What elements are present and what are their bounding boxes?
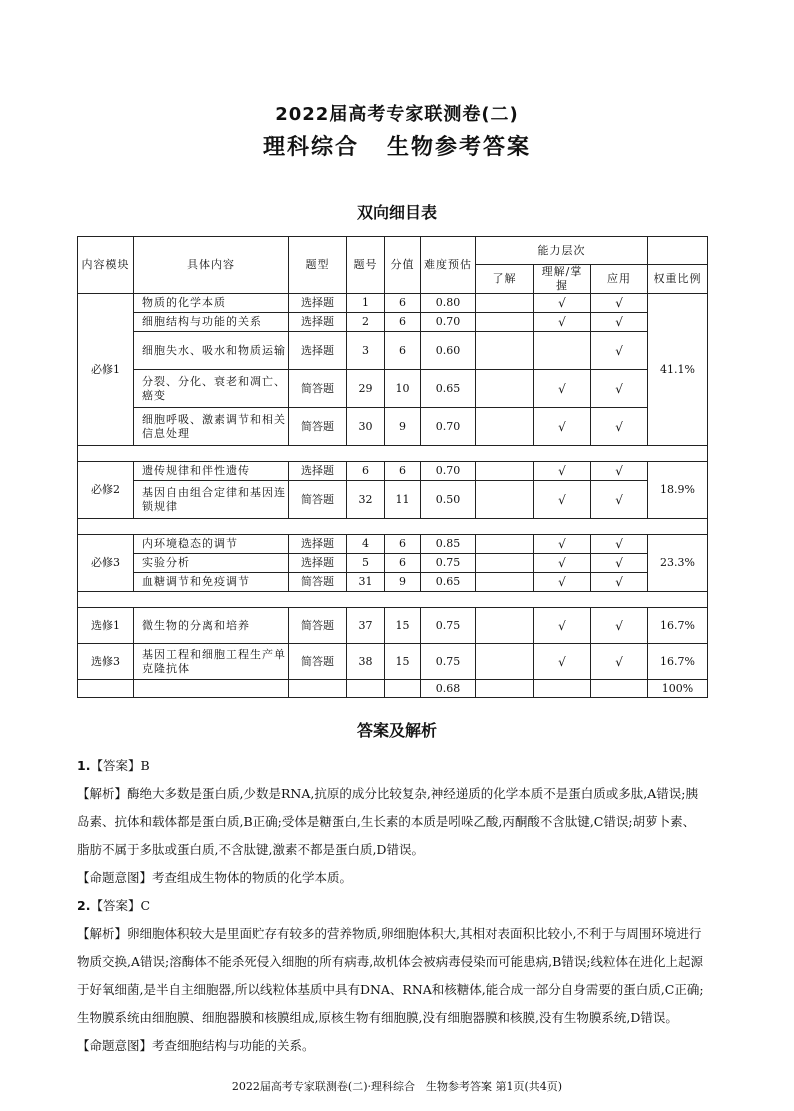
type-cell: 选择题: [289, 535, 347, 554]
check-mark: √: [534, 408, 591, 446]
num-cell: 1: [347, 294, 385, 313]
difficulty-cell: 0.75: [421, 554, 476, 573]
num-cell: 32: [347, 481, 385, 519]
module-cell: 选修1: [78, 608, 134, 644]
empty-check-cell: [476, 332, 534, 370]
check-mark: √: [591, 535, 648, 554]
spacer-cell: [78, 446, 708, 462]
content-cell: 细胞呼吸、激素调节和相关信息处理: [134, 408, 289, 446]
type-cell: 简答题: [289, 408, 347, 446]
table-spacer-row: [78, 592, 708, 608]
difficulty-cell: 0.60: [421, 332, 476, 370]
empty-check-cell: [476, 644, 534, 680]
content-cell: 血糖调节和免疫调节: [134, 573, 289, 592]
total-empty-cell: [78, 680, 134, 698]
check-mark: √: [534, 573, 591, 592]
answer-key: 【答案】C: [90, 898, 151, 913]
check-mark: √: [591, 332, 648, 370]
difficulty-cell: 0.85: [421, 535, 476, 554]
check-mark: √: [591, 313, 648, 332]
check-mark: √: [534, 535, 591, 554]
table-header-row: [78, 237, 708, 265]
difficulty-cell: 0.75: [421, 644, 476, 680]
difficulty-cell: 0.50: [421, 481, 476, 519]
content-cell: 物质的化学本质: [134, 294, 289, 313]
table-row: [78, 644, 708, 680]
type-cell: 简答题: [289, 481, 347, 519]
answers-title: 答案及解析: [356, 721, 437, 740]
header-num: 题号: [347, 237, 385, 294]
table-title: 双向细目表: [356, 203, 437, 222]
empty-check-cell: [476, 462, 534, 481]
total-empty-cell: [347, 680, 385, 698]
num-cell: 31: [347, 573, 385, 592]
weight-cell: 16.7%: [648, 608, 708, 644]
empty-check-cell: [476, 370, 534, 408]
num-cell: 30: [347, 408, 385, 446]
check-mark: √: [534, 313, 591, 332]
table-row: [78, 462, 708, 481]
content-cell: 基因自由组合定律和基因连锁规律: [134, 481, 289, 519]
answer-key: 【答案】B: [90, 758, 150, 773]
num-cell: 29: [347, 370, 385, 408]
score-cell: 9: [385, 408, 421, 446]
type-cell: 简答题: [289, 573, 347, 592]
content-cell: 遗传规律和伴性遗传: [134, 462, 289, 481]
score-cell: 15: [385, 644, 421, 680]
score-cell: 6: [385, 462, 421, 481]
check-mark: √: [591, 608, 648, 644]
spacer-cell: [78, 592, 708, 608]
type-cell: 简答题: [289, 608, 347, 644]
content-cell: 微生物的分离和培养: [134, 608, 289, 644]
weight-cell: 18.9%: [648, 462, 708, 519]
type-cell: 选择题: [289, 554, 347, 573]
check-mark: √: [591, 408, 648, 446]
score-cell: 6: [385, 294, 421, 313]
check-mark: √: [591, 370, 648, 408]
total-empty-cell: [385, 680, 421, 698]
table-row: [78, 332, 708, 370]
table-row: [78, 313, 708, 332]
spec-table: [77, 236, 708, 698]
check-mark: √: [534, 554, 591, 573]
type-cell: 简答题: [289, 370, 347, 408]
empty-check-cell: [476, 294, 534, 313]
module-cell: 必修3: [78, 535, 134, 592]
total-empty-cell: [476, 680, 534, 698]
table-row: [78, 608, 708, 644]
empty-check-cell: [476, 554, 534, 573]
table-row: [78, 408, 708, 446]
check-mark: √: [591, 462, 648, 481]
difficulty-cell: 0.80: [421, 294, 476, 313]
score-cell: 9: [385, 573, 421, 592]
difficulty-cell: 0.70: [421, 462, 476, 481]
empty-check-cell: [534, 332, 591, 370]
check-mark: √: [534, 370, 591, 408]
table-row: [78, 554, 708, 573]
header-understand: 理解/掌握: [534, 265, 591, 294]
num-cell: 5: [347, 554, 385, 573]
subject-title-main: 理科综合: [262, 135, 359, 160]
difficulty-cell: 0.65: [421, 370, 476, 408]
module-cell: 必修2: [78, 462, 134, 519]
answer-line: [77, 752, 707, 780]
question-number: 1.: [77, 758, 91, 773]
header-score: 分值: [385, 237, 421, 294]
score-cell: 10: [385, 370, 421, 408]
subject-title-sub: 生物参考答案: [387, 135, 532, 160]
table-row: [78, 573, 708, 592]
num-cell: 2: [347, 313, 385, 332]
score-cell: 6: [385, 332, 421, 370]
check-mark: √: [534, 481, 591, 519]
header-type: 题型: [289, 237, 347, 294]
type-cell: 选择题: [289, 462, 347, 481]
intent-text: 【命题意图】考查细胞结构与功能的关系。: [77, 1038, 315, 1053]
spacer-cell: [78, 519, 708, 535]
intent-text: 【命题意图】考查组成生物体的物质的化学本质。: [77, 870, 353, 885]
weight-cell: 41.1%: [648, 294, 708, 446]
difficulty-cell: 0.65: [421, 573, 476, 592]
header-content: 具体内容: [134, 237, 289, 294]
content-cell: 细胞失水、吸水和物质运输: [134, 332, 289, 370]
empty-check-cell: [476, 481, 534, 519]
score-cell: 6: [385, 554, 421, 573]
table-total-row: [78, 680, 708, 698]
check-mark: √: [591, 294, 648, 313]
exam-title: 2022届高考专家联测卷(二): [275, 104, 519, 125]
check-mark: √: [534, 294, 591, 313]
table-spacer-row: [78, 446, 708, 462]
difficulty-cell: 0.70: [421, 408, 476, 446]
module-cell: 选修3: [78, 644, 134, 680]
score-cell: 11: [385, 481, 421, 519]
total-empty-cell: [289, 680, 347, 698]
analysis-text: 【解析】卵细胞体积较大是里面贮存有较多的营养物质,卵细胞体积大,其相对表面积比较小,不利于与周围环境进行物质交换,A错误;溶酶体不能杀死侵入细胞的所有病毒,故机体会被病毒侵染而可能患病,B错误;线粒体在进化上起源于好氧细菌,是半自主细胞器,所以线粒体基质中具有DNA、RNA和核糖体,能合成一部分自身需要的蛋白质,C正确;生物膜系统由细胞膜、细胞器膜和核膜组成,原核生物有细胞膜,没有细胞器膜和核膜,没有生物膜系统,D错误。: [77, 926, 704, 1025]
check-mark: √: [534, 462, 591, 481]
check-mark: √: [591, 644, 648, 680]
header-difficulty: 难度预估: [421, 237, 476, 294]
empty-check-cell: [476, 573, 534, 592]
content-cell: 分裂、分化、衰老和凋亡、癌变: [134, 370, 289, 408]
empty-check-cell: [476, 608, 534, 644]
type-cell: 简答题: [289, 644, 347, 680]
check-mark: √: [591, 481, 648, 519]
check-mark: √: [534, 608, 591, 644]
num-cell: 38: [347, 644, 385, 680]
empty-check-cell: [476, 408, 534, 446]
header-know: 了解: [476, 265, 534, 294]
empty-check-cell: [476, 535, 534, 554]
type-cell: 选择题: [289, 332, 347, 370]
difficulty-cell: 0.75: [421, 608, 476, 644]
total-weight: 100%: [648, 680, 708, 698]
num-cell: 37: [347, 608, 385, 644]
num-cell: 4: [347, 535, 385, 554]
header-module: 内容模块: [78, 237, 134, 294]
answer-line: [77, 892, 707, 920]
total-empty-cell: [534, 680, 591, 698]
content-cell: 细胞结构与功能的关系: [134, 313, 289, 332]
table-row: [78, 481, 708, 519]
check-mark: √: [591, 573, 648, 592]
empty-check-cell: [476, 313, 534, 332]
total-difficulty: 0.68: [421, 680, 476, 698]
difficulty-cell: 0.70: [421, 313, 476, 332]
table-row: [78, 370, 708, 408]
weight-cell: 16.7%: [648, 644, 708, 680]
question-number: 2.: [77, 898, 91, 913]
analysis-text: 【解析】酶绝大多数是蛋白质,少数是RNA,抗原的成分比较复杂,神经递质的化学本质不是蛋白质或多肽,A错误;胰岛素、抗体和载体都是蛋白质,B正确;受体是糖蛋白,生长素的本质是吲哚乙酸,丙酮酸不含肽键,C错误;胡萝卜素、脂肪不属于多肽或蛋白质,不含肽键,激素不都是蛋白质,D错误。: [77, 786, 699, 857]
check-mark: √: [591, 554, 648, 573]
answers-list: [77, 752, 707, 1060]
total-empty-cell: [591, 680, 648, 698]
subject-title: [0, 130, 794, 161]
score-cell: 6: [385, 535, 421, 554]
num-cell: 6: [347, 462, 385, 481]
type-cell: 选择题: [289, 294, 347, 313]
module-cell: 必修1: [78, 294, 134, 446]
weight-cell: 23.3%: [648, 535, 708, 592]
header-apply: 应用: [591, 265, 648, 294]
score-cell: 6: [385, 313, 421, 332]
table-spacer-row: [78, 519, 708, 535]
content-cell: 内环境稳态的调节: [134, 535, 289, 554]
table-row: [78, 535, 708, 554]
content-cell: 实验分析: [134, 554, 289, 573]
header-ability: 能力层次: [476, 237, 648, 265]
check-mark: √: [534, 644, 591, 680]
score-cell: 15: [385, 608, 421, 644]
header-blank: [648, 237, 708, 265]
total-empty-cell: [134, 680, 289, 698]
type-cell: 选择题: [289, 313, 347, 332]
num-cell: 3: [347, 332, 385, 370]
table-row: [78, 294, 708, 313]
header-weight: 权重比例: [648, 265, 708, 294]
content-cell: 基因工程和细胞工程生产单克隆抗体: [134, 644, 289, 680]
page-footer: 2022届高考专家联测卷(二)·理科综合 生物参考答案 第1页(共4页): [231, 1080, 563, 1093]
